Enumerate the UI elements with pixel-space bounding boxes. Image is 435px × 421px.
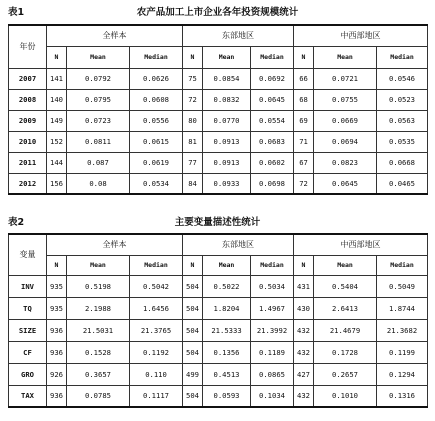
table2-row — [9, 319, 428, 341]
table2-cell: 21.3682 — [377, 319, 428, 341]
table1-cell: 0.0698 — [251, 173, 294, 194]
table2-cell: 935 — [47, 297, 67, 319]
table1-cell: 0.0668 — [377, 152, 428, 173]
table2-row-header: GRO — [9, 363, 47, 385]
table2-cell: 21.5333 — [203, 319, 251, 341]
table1-row-header: 2011 — [9, 152, 47, 173]
table2-cell: 0.1034 — [251, 385, 294, 407]
table2-cell: 0.1199 — [377, 341, 428, 363]
table1-cell: 0.0465 — [377, 173, 428, 194]
table1-cell: 68 — [294, 89, 314, 110]
table2-cell: 432 — [294, 319, 314, 341]
table1-row-header: 2010 — [9, 131, 47, 152]
table1-cell: 0.0645 — [251, 89, 294, 110]
table2-cell: 0.1728 — [314, 341, 377, 363]
table1-cell: 0.0546 — [377, 68, 428, 89]
table2-cell: 504 — [183, 275, 203, 297]
table2-cell: 504 — [183, 385, 203, 407]
table1-cell: 140 — [47, 89, 67, 110]
table2-caption — [8, 214, 427, 228]
table2-cell: 935 — [47, 275, 67, 297]
table1-cell: 0.0626 — [130, 68, 183, 89]
table1-row-header: 2009 — [9, 110, 47, 131]
table2-column-header: N — [183, 255, 203, 275]
table1-cell: 0.0723 — [67, 110, 130, 131]
table2-cell: 0.1528 — [67, 341, 130, 363]
table1-column-header: Mean — [203, 46, 251, 68]
table1-cell: 0.0692 — [251, 68, 294, 89]
table2-cell: 936 — [47, 341, 67, 363]
table1-cell: 0.0523 — [377, 89, 428, 110]
table1-cell: 144 — [47, 152, 67, 173]
table2-cell: 0.0865 — [251, 363, 294, 385]
table2-cell: 431 — [294, 275, 314, 297]
table2-cell: 0.0593 — [203, 385, 251, 407]
table1-row — [9, 152, 428, 173]
table1-cell: 0.0832 — [203, 89, 251, 110]
table1-cell: 66 — [294, 68, 314, 89]
table2-cell: 2.1988 — [67, 297, 130, 319]
table2-row-header: CF — [9, 341, 47, 363]
table1-row — [9, 89, 428, 110]
table2-title: 主要变量描述性统计 — [174, 217, 261, 228]
table2-cell: 504 — [183, 319, 203, 341]
table2-row — [9, 363, 428, 385]
table2-row — [9, 341, 428, 363]
table1-row-header: 2008 — [9, 89, 47, 110]
table1-cell: 0.0823 — [314, 152, 377, 173]
table2-cell: 926 — [47, 363, 67, 385]
table1-group-header: 东部地区 — [183, 25, 294, 46]
table2-row-header: INV — [9, 275, 47, 297]
table2-column-header: Mean — [67, 255, 130, 275]
table1-row — [9, 173, 428, 194]
table2-cell: 0.1010 — [314, 385, 377, 407]
table2-group-header: 东部地区 — [183, 234, 294, 255]
table2-row — [9, 385, 428, 407]
table2-cell: 2.6413 — [314, 297, 377, 319]
table2-cell: 504 — [183, 297, 203, 319]
table1-cell: 84 — [183, 173, 203, 194]
table1 — [8, 24, 428, 195]
table2-row — [9, 297, 428, 319]
table1-cell: 0.0694 — [314, 131, 377, 152]
table1-row-label: 年份 — [9, 25, 47, 68]
table2-cell: 0.110 — [130, 363, 183, 385]
table1-column-header: Median — [377, 46, 428, 68]
table1-cell: 67 — [294, 152, 314, 173]
table2-cell: 0.1356 — [203, 341, 251, 363]
table1-cell: 80 — [183, 110, 203, 131]
table1-cell: 0.0645 — [314, 173, 377, 194]
table1-column-header: Mean — [314, 46, 377, 68]
table1-cell: 0.0556 — [130, 110, 183, 131]
table2-row-header: TAX — [9, 385, 47, 407]
table2-group-header: 全样本 — [47, 234, 183, 255]
table1-caption — [8, 4, 427, 18]
table2-cell: 21.5031 — [67, 319, 130, 341]
table2-column-header: N — [294, 255, 314, 275]
table2-cell: 0.5404 — [314, 275, 377, 297]
table1-row-header: 2012 — [9, 173, 47, 194]
table2-column-header: Median — [377, 255, 428, 275]
table2-column-header: Mean — [314, 255, 377, 275]
table2-cell: 1.4967 — [251, 297, 294, 319]
table1-cell: 0.0913 — [203, 131, 251, 152]
table1-number: 表1 — [8, 7, 25, 18]
table1-cell: 75 — [183, 68, 203, 89]
table1-cell: 71 — [294, 131, 314, 152]
table2-cell: 432 — [294, 341, 314, 363]
table1-group-header: 全样本 — [47, 25, 183, 46]
table1-cell: 0.0534 — [130, 173, 183, 194]
table1-cell: 0.0933 — [203, 173, 251, 194]
table1-cell: 0.08 — [67, 173, 130, 194]
table1-cell: 72 — [294, 173, 314, 194]
table1-cell: 141 — [47, 68, 67, 89]
table2-cell: 0.4513 — [203, 363, 251, 385]
table1-cell: 0.0554 — [251, 110, 294, 131]
table1-cell: 77 — [183, 152, 203, 173]
table2-cell: 0.1117 — [130, 385, 183, 407]
table1-column-header: Median — [130, 46, 183, 68]
table2-cell: 0.1316 — [377, 385, 428, 407]
table1-row-header: 2007 — [9, 68, 47, 89]
table1-cell: 0.087 — [67, 152, 130, 173]
table2-cell: 504 — [183, 341, 203, 363]
table2-cell: 21.3765 — [130, 319, 183, 341]
table2-cell: 432 — [294, 385, 314, 407]
table1-row — [9, 131, 428, 152]
table2-column-header: Median — [251, 255, 294, 275]
table1-group-header: 中西部地区 — [294, 25, 428, 46]
table1-cell: 0.0811 — [67, 131, 130, 152]
table1-cell: 152 — [47, 131, 67, 152]
table1-cell: 0.0615 — [130, 131, 183, 152]
table2-cell: 0.5034 — [251, 275, 294, 297]
table1-column-header: N — [47, 46, 67, 68]
table1-cell: 0.0683 — [251, 131, 294, 152]
table2-cell: 21.3992 — [251, 319, 294, 341]
table1-row — [9, 110, 428, 131]
table2-cell: 936 — [47, 319, 67, 341]
table1-cell: 81 — [183, 131, 203, 152]
table2-cell: 0.1192 — [130, 341, 183, 363]
table2-number: 表2 — [8, 217, 25, 228]
table1-cell: 0.0795 — [67, 89, 130, 110]
table1-cell: 0.0755 — [314, 89, 377, 110]
table2-cell: 1.8204 — [203, 297, 251, 319]
table2-cell: 0.3657 — [67, 363, 130, 385]
table2-cell: 0.1294 — [377, 363, 428, 385]
table2-cell: 0.1189 — [251, 341, 294, 363]
table2-cell: 499 — [183, 363, 203, 385]
table2-column-header: N — [47, 255, 67, 275]
table1-cell: 72 — [183, 89, 203, 110]
table2-row-header: TQ — [9, 297, 47, 319]
table1-cell: 0.0535 — [377, 131, 428, 152]
table1-cell: 0.0563 — [377, 110, 428, 131]
table2 — [8, 233, 428, 408]
table2-cell: 0.5022 — [203, 275, 251, 297]
table1-cell: 149 — [47, 110, 67, 131]
table1-column-header: Median — [251, 46, 294, 68]
table2-cell: 0.5042 — [130, 275, 183, 297]
table2-cell: 0.0785 — [67, 385, 130, 407]
table2-cell: 0.5049 — [377, 275, 428, 297]
table1-title: 农产品加工上市企业各年投资规模统计 — [136, 7, 299, 18]
table2-cell: 0.2657 — [314, 363, 377, 385]
table1-cell: 0.0602 — [251, 152, 294, 173]
table2-row-header: SIZE — [9, 319, 47, 341]
table1-cell: 156 — [47, 173, 67, 194]
table2-row-label: 变量 — [9, 234, 47, 275]
table1-cell: 0.0608 — [130, 89, 183, 110]
table1-cell: 0.0721 — [314, 68, 377, 89]
table1-cell: 0.0854 — [203, 68, 251, 89]
table2-column-header: Mean — [203, 255, 251, 275]
table1-column-header: N — [183, 46, 203, 68]
table1-column-header: N — [294, 46, 314, 68]
table2-cell: 0.5198 — [67, 275, 130, 297]
table2-cell: 936 — [47, 385, 67, 407]
table1-cell: 0.0770 — [203, 110, 251, 131]
table1-cell: 0.0619 — [130, 152, 183, 173]
table2-cell: 1.6456 — [130, 297, 183, 319]
table2-cell: 21.4679 — [314, 319, 377, 341]
table2-cell: 427 — [294, 363, 314, 385]
table1-cell: 0.0792 — [67, 68, 130, 89]
table2-group-header: 中西部地区 — [294, 234, 428, 255]
table2-row — [9, 275, 428, 297]
table2-column-header: Median — [130, 255, 183, 275]
table1-cell: 69 — [294, 110, 314, 131]
table1-cell: 0.0669 — [314, 110, 377, 131]
table2-cell: 1.8744 — [377, 297, 428, 319]
table1-column-header: Mean — [67, 46, 130, 68]
table2-cell: 430 — [294, 297, 314, 319]
table1-cell: 0.0913 — [203, 152, 251, 173]
table1-row — [9, 68, 428, 89]
